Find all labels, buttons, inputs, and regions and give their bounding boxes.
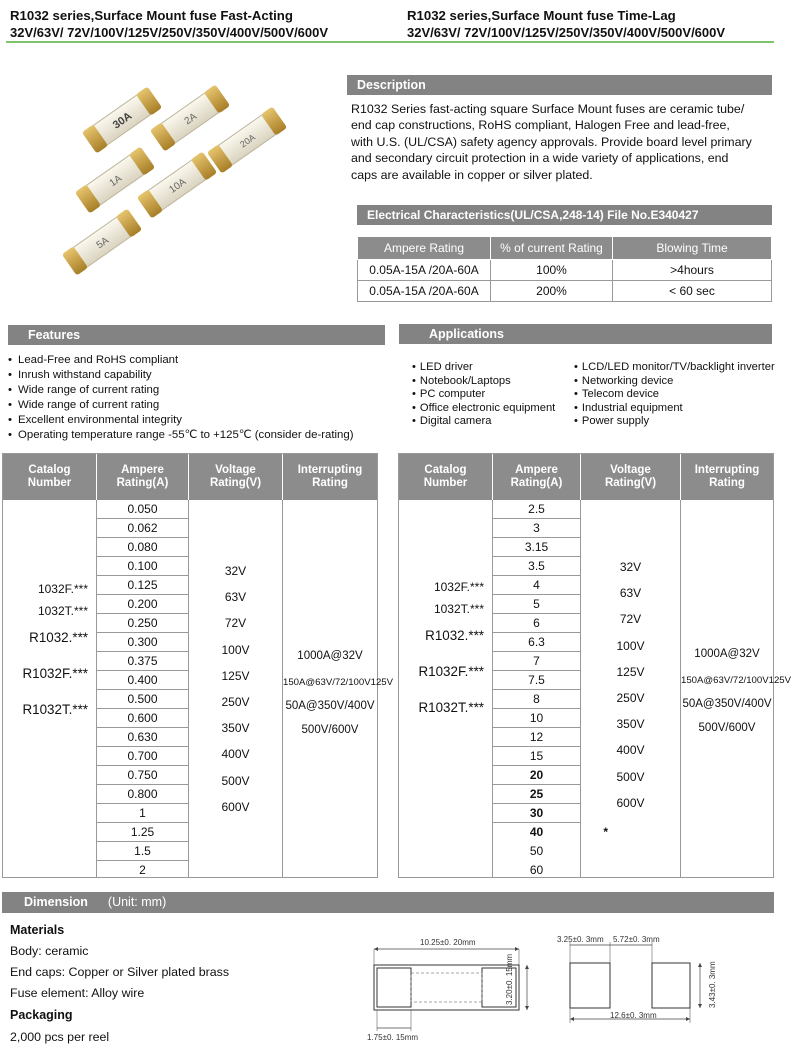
interrupting-value: 500V/600V bbox=[698, 722, 756, 734]
materials-fuse-element: Fuse element: Alloy wire bbox=[10, 986, 145, 1000]
voltage-value: 400V bbox=[221, 747, 250, 762]
ampere-value bbox=[493, 633, 580, 652]
catalog-number: R1032T.*** bbox=[22, 702, 88, 717]
ampere-text: 0.300 bbox=[127, 635, 158, 649]
ampere-text: 8 bbox=[533, 692, 540, 706]
voltage-value: 250V bbox=[221, 695, 250, 709]
ampere-value bbox=[493, 842, 580, 861]
list-item: • Inrush withstand capability bbox=[8, 368, 354, 383]
dim-pad-height-label: 3.43±0. 3mm bbox=[708, 961, 717, 1008]
list-item: • Office electronic equipment bbox=[412, 402, 555, 416]
description-line: with U.S. (UL/CSA) safety agency approvals. Provide board level primary bbox=[351, 134, 752, 149]
dim-pad-label: 3.25±0. 3mm bbox=[557, 935, 604, 944]
ampere-value bbox=[97, 766, 188, 785]
ampere-text: 0.500 bbox=[127, 692, 158, 706]
description-text bbox=[351, 101, 773, 183]
description-line: caps are available in copper or silver plated. bbox=[351, 167, 593, 182]
ampere-text: 1 bbox=[139, 806, 146, 820]
ampere-value bbox=[97, 709, 188, 728]
ampere-text: 0.600 bbox=[127, 711, 158, 725]
header-divider bbox=[6, 41, 774, 43]
ampere-value bbox=[97, 538, 188, 557]
ampere-value bbox=[97, 614, 188, 633]
table-row bbox=[358, 260, 772, 281]
ampere-value bbox=[493, 728, 580, 747]
voltage-value: 350V bbox=[221, 721, 250, 736]
packaging-value: 2,000 pcs per reel bbox=[10, 1030, 110, 1044]
ampere-text: 0.700 bbox=[127, 749, 158, 763]
ampere-text: 12 bbox=[529, 730, 544, 744]
applications-list-2 bbox=[574, 361, 775, 429]
catalog-number: 1032F.*** bbox=[433, 580, 484, 594]
list-item: • Wide range of current rating bbox=[8, 383, 354, 398]
ampere-value bbox=[97, 785, 188, 804]
col-voltage-rating: Voltage Rating(V) bbox=[581, 454, 681, 500]
electrical-title: Electrical Characteristics(UL/CSA,248-14) File No.E340427 bbox=[367, 208, 699, 222]
voltage-column bbox=[189, 500, 283, 877]
applications-list-1 bbox=[412, 361, 555, 429]
voltage-value: 63V bbox=[619, 586, 642, 601]
ampere-value bbox=[493, 823, 608, 842]
ampere-text: 7.5 bbox=[528, 673, 545, 687]
fuse-product-image bbox=[40, 70, 310, 290]
ampere-text: 30 bbox=[529, 806, 544, 820]
list-item: • Notebook/Laptops bbox=[412, 375, 555, 389]
table-cell: 0.05A-15A /20A-60A bbox=[358, 260, 491, 281]
ampere-value bbox=[97, 652, 188, 671]
ampere-value bbox=[493, 785, 580, 804]
col-percent-rating: % of current Rating bbox=[491, 237, 613, 260]
ampere-text: 0.800 bbox=[127, 787, 158, 801]
ampere-text: 0.200 bbox=[127, 597, 158, 611]
ampere-text: 20 bbox=[529, 768, 544, 782]
col-catalog-number: Catalog Number bbox=[3, 454, 97, 500]
description-bar bbox=[347, 75, 772, 95]
ampere-value bbox=[97, 519, 188, 538]
ampere-text: 50 bbox=[529, 844, 544, 858]
catalog-number: 1032T.*** bbox=[37, 604, 88, 618]
voltage-value: 32V bbox=[224, 564, 247, 578]
list-item: • Industrial equipment bbox=[574, 402, 775, 416]
ampere-text: 40 bbox=[529, 825, 544, 839]
catalog-table-fast-acting bbox=[2, 453, 394, 878]
list-item: • PC computer bbox=[412, 388, 555, 402]
ampere-value bbox=[493, 671, 580, 690]
col-blowing-time: Blowing Time bbox=[613, 237, 772, 260]
interrupting-value: 1000A@32V bbox=[694, 648, 760, 660]
header-right-voltages: 32V/63V/ 72V/100V/125V/250V/350V/400V/500V/600V bbox=[407, 25, 726, 40]
table-cell: < 60 sec bbox=[613, 281, 772, 302]
footnote-star: * bbox=[603, 825, 608, 839]
list-item: • Telecom device bbox=[574, 388, 775, 402]
ampere-value bbox=[493, 614, 580, 633]
catalog-number: R1032.*** bbox=[29, 630, 88, 645]
ampere-text: 15 bbox=[529, 749, 544, 763]
ampere-text: 2 bbox=[139, 863, 146, 877]
list-item: • Lead-Free and RoHS compliant bbox=[8, 353, 354, 368]
description-line: and secondary circuit protection in a wide variety of applications, end bbox=[351, 151, 729, 166]
table-cell: 0.05A-15A /20A-60A bbox=[358, 281, 491, 302]
voltage-value: 500V bbox=[616, 769, 645, 784]
col-catalog-number: Catalog Number bbox=[399, 454, 493, 500]
ampere-text: 3.15 bbox=[524, 540, 549, 554]
catalog-number: R1032F.*** bbox=[418, 664, 484, 679]
ampere-value bbox=[493, 595, 580, 614]
voltage-value: 63V bbox=[224, 590, 247, 605]
fuse-label-2a: 2A bbox=[182, 111, 200, 128]
fuse-label-1a: 1A bbox=[107, 173, 125, 190]
interrupting-column bbox=[681, 500, 791, 877]
voltage-value: 125V bbox=[616, 664, 645, 679]
ampere-text: 60 bbox=[529, 863, 544, 877]
voltage-value: 32V bbox=[619, 560, 642, 574]
col-voltage-rating: Voltage Rating(V) bbox=[189, 454, 283, 500]
col-ampere-rating: Ampere Rating(A) bbox=[97, 454, 189, 500]
electrical-header-row bbox=[358, 237, 772, 260]
voltage-value: 600V bbox=[616, 795, 645, 810]
voltage-column bbox=[581, 500, 681, 877]
ampere-value bbox=[97, 595, 188, 614]
materials-title: Materials bbox=[10, 923, 65, 937]
table-cell: 100% bbox=[491, 260, 613, 281]
dimension-unit: (Unit: mm) bbox=[107, 895, 167, 909]
applications-title: Applications bbox=[429, 327, 505, 341]
electrical-bar bbox=[357, 205, 772, 225]
ampere-text: 3.5 bbox=[528, 559, 545, 573]
ampere-text: 0.630 bbox=[127, 730, 158, 744]
catalog-header-row bbox=[3, 454, 377, 500]
ampere-text: 5 bbox=[533, 597, 540, 611]
dim-height-label: 3.20±0. 15mm bbox=[505, 953, 514, 1005]
catalog-number-column bbox=[399, 500, 493, 877]
fuse-label-20a: 20A bbox=[238, 132, 258, 150]
header-left-title: R1032 series,Surface Mount fuse Fast-Acting bbox=[10, 8, 293, 23]
ampere-value bbox=[493, 500, 580, 519]
ampere-value bbox=[97, 500, 188, 519]
interrupting-value: 1000A@32V bbox=[297, 650, 363, 662]
interrupting-value: 150A@63V/72/100V125V bbox=[283, 677, 394, 688]
ampere-value bbox=[493, 557, 580, 576]
ampere-text: 0.400 bbox=[127, 673, 158, 687]
ampere-text: 1.5 bbox=[134, 844, 151, 858]
ampere-value bbox=[493, 861, 580, 880]
ampere-value bbox=[97, 690, 188, 709]
description-line: end cap constructions, RoHS compliant, Halogen Free and lead-free, bbox=[351, 118, 730, 133]
catalog-number: 1032T.*** bbox=[433, 602, 484, 616]
ampere-value bbox=[493, 538, 580, 557]
ampere-value bbox=[97, 861, 188, 880]
catalog-table-time-lag bbox=[398, 453, 791, 878]
ampere-text: 6 bbox=[533, 616, 540, 630]
applications-bar bbox=[399, 324, 772, 344]
ampere-text: 0.750 bbox=[127, 768, 158, 782]
ampere-value bbox=[493, 709, 580, 728]
voltage-value: 72V bbox=[619, 612, 642, 627]
electrical-table bbox=[357, 236, 772, 302]
ampere-value bbox=[97, 747, 188, 766]
ampere-text: 25 bbox=[529, 787, 544, 801]
ampere-value bbox=[493, 804, 580, 823]
ampere-value bbox=[97, 823, 188, 842]
fuse-label-10a: 10A bbox=[167, 176, 189, 196]
voltage-value: 350V bbox=[616, 717, 645, 732]
dim-length-label: 10.25±0. 20mm bbox=[420, 938, 476, 947]
ampere-value bbox=[97, 804, 188, 823]
features-list bbox=[8, 353, 354, 442]
list-item: • LED driver bbox=[412, 361, 555, 375]
ampere-value bbox=[97, 576, 188, 595]
dim-gap-label: 5.72±0. 3mm bbox=[613, 935, 660, 944]
list-item: • Power supply bbox=[574, 415, 775, 429]
voltage-value: 125V bbox=[221, 668, 250, 683]
ampere-text: 0.125 bbox=[127, 578, 158, 592]
list-item: • Digital camera bbox=[412, 415, 555, 429]
header-right-title: R1032 series,Surface Mount fuse Time-Lag bbox=[407, 8, 676, 23]
list-item: • Networking device bbox=[574, 375, 775, 389]
catalog-header-row bbox=[399, 454, 773, 500]
packaging-title: Packaging bbox=[10, 1008, 73, 1022]
ampere-value bbox=[493, 652, 580, 671]
ampere-text: 7 bbox=[533, 654, 540, 668]
catalog-number: R1032.*** bbox=[425, 628, 484, 643]
ampere-text: 0.100 bbox=[127, 559, 158, 573]
col-ampere-rating: Ampere Rating bbox=[358, 237, 491, 260]
fuse-label-30a: 30A bbox=[110, 110, 135, 132]
fuse-label-5a: 5A bbox=[94, 235, 112, 252]
voltage-value: 250V bbox=[616, 691, 645, 705]
table-cell: 200% bbox=[491, 281, 613, 302]
features-bar bbox=[8, 325, 385, 345]
ampere-column bbox=[493, 500, 608, 877]
ampere-text: 4 bbox=[533, 578, 540, 592]
dim-total-label: 12.6±0. 3mm bbox=[610, 1011, 657, 1020]
table-row bbox=[358, 281, 772, 302]
voltage-value: 500V bbox=[221, 773, 250, 788]
col-ampere-rating: Ampere Rating(A) bbox=[493, 454, 581, 500]
ampere-value bbox=[493, 747, 580, 766]
col-interrupting-rating: Interrupting Rating bbox=[297, 464, 363, 489]
catalog-number: R1032F.*** bbox=[22, 666, 88, 681]
ampere-text: 3 bbox=[533, 521, 540, 535]
ampere-text: 1.25 bbox=[130, 825, 155, 839]
header-left-voltages: 32V/63V/ 72V/100V/125V/250V/350V/400V/500V/600V bbox=[10, 25, 329, 40]
fuse-side-view-drawing bbox=[362, 935, 547, 1047]
catalog-number: 1032F.*** bbox=[37, 582, 88, 596]
ampere-text: 0.080 bbox=[127, 540, 158, 554]
ampere-value bbox=[97, 842, 188, 861]
dimension-bar bbox=[2, 892, 774, 913]
catalog-number: R1032T.*** bbox=[418, 700, 484, 715]
ampere-text: 2.5 bbox=[528, 502, 545, 516]
interrupting-value: 50A@350V/400V bbox=[285, 700, 375, 712]
voltage-value: 600V bbox=[221, 799, 250, 814]
table-cell: >4hours bbox=[613, 260, 772, 281]
voltage-value: 100V bbox=[616, 638, 645, 653]
ampere-value bbox=[493, 690, 580, 709]
ampere-text: 0.375 bbox=[127, 654, 158, 668]
dim-cap-label: 1.75±0. 15mm bbox=[367, 1033, 419, 1042]
interrupting-value: 500V/600V bbox=[301, 724, 359, 736]
ampere-value bbox=[97, 633, 188, 652]
list-item: • Excellent environmental integrity bbox=[8, 413, 354, 428]
interrupting-column bbox=[283, 500, 394, 877]
ampere-text: 10 bbox=[529, 711, 544, 725]
ampere-text: 6.3 bbox=[528, 635, 545, 649]
dimension-title: Dimension bbox=[24, 895, 88, 909]
description-title: Description bbox=[357, 78, 426, 92]
voltage-value: 400V bbox=[616, 743, 645, 758]
ampere-text: 0.062 bbox=[127, 521, 158, 535]
voltage-value: 72V bbox=[224, 616, 247, 631]
ampere-text: 0.250 bbox=[127, 616, 158, 630]
ampere-value bbox=[97, 557, 188, 576]
list-item: • Operating temperature range -55℃ to +125℃ (consider de-rating) bbox=[8, 428, 354, 443]
features-title: Features bbox=[28, 328, 81, 342]
ampere-text: 0.050 bbox=[127, 502, 158, 516]
list-item: • LCD/LED monitor/TV/backlight inverter bbox=[574, 361, 775, 375]
ampere-value bbox=[97, 728, 188, 747]
voltage-value: 100V bbox=[221, 642, 250, 657]
catalog-number-column bbox=[3, 500, 97, 877]
ampere-value bbox=[493, 576, 580, 595]
ampere-value bbox=[493, 519, 580, 538]
ampere-value bbox=[97, 671, 188, 690]
ampere-value bbox=[493, 766, 580, 785]
materials-end-caps: End caps: Copper or Silver plated brass bbox=[10, 965, 230, 979]
description-line: R1032 Series fast-acting square Surface Mount fuses are ceramic tube/ bbox=[351, 102, 745, 116]
interrupting-value: 50A@350V/400V bbox=[682, 698, 772, 710]
col-interrupting-rating: Interrupting Rating bbox=[694, 464, 760, 489]
ampere-column bbox=[97, 500, 189, 877]
interrupting-value: 150A@63V/72/100V125V bbox=[681, 675, 791, 686]
list-item: • Wide range of current rating bbox=[8, 398, 354, 413]
materials-body: Body: ceramic bbox=[10, 944, 89, 958]
